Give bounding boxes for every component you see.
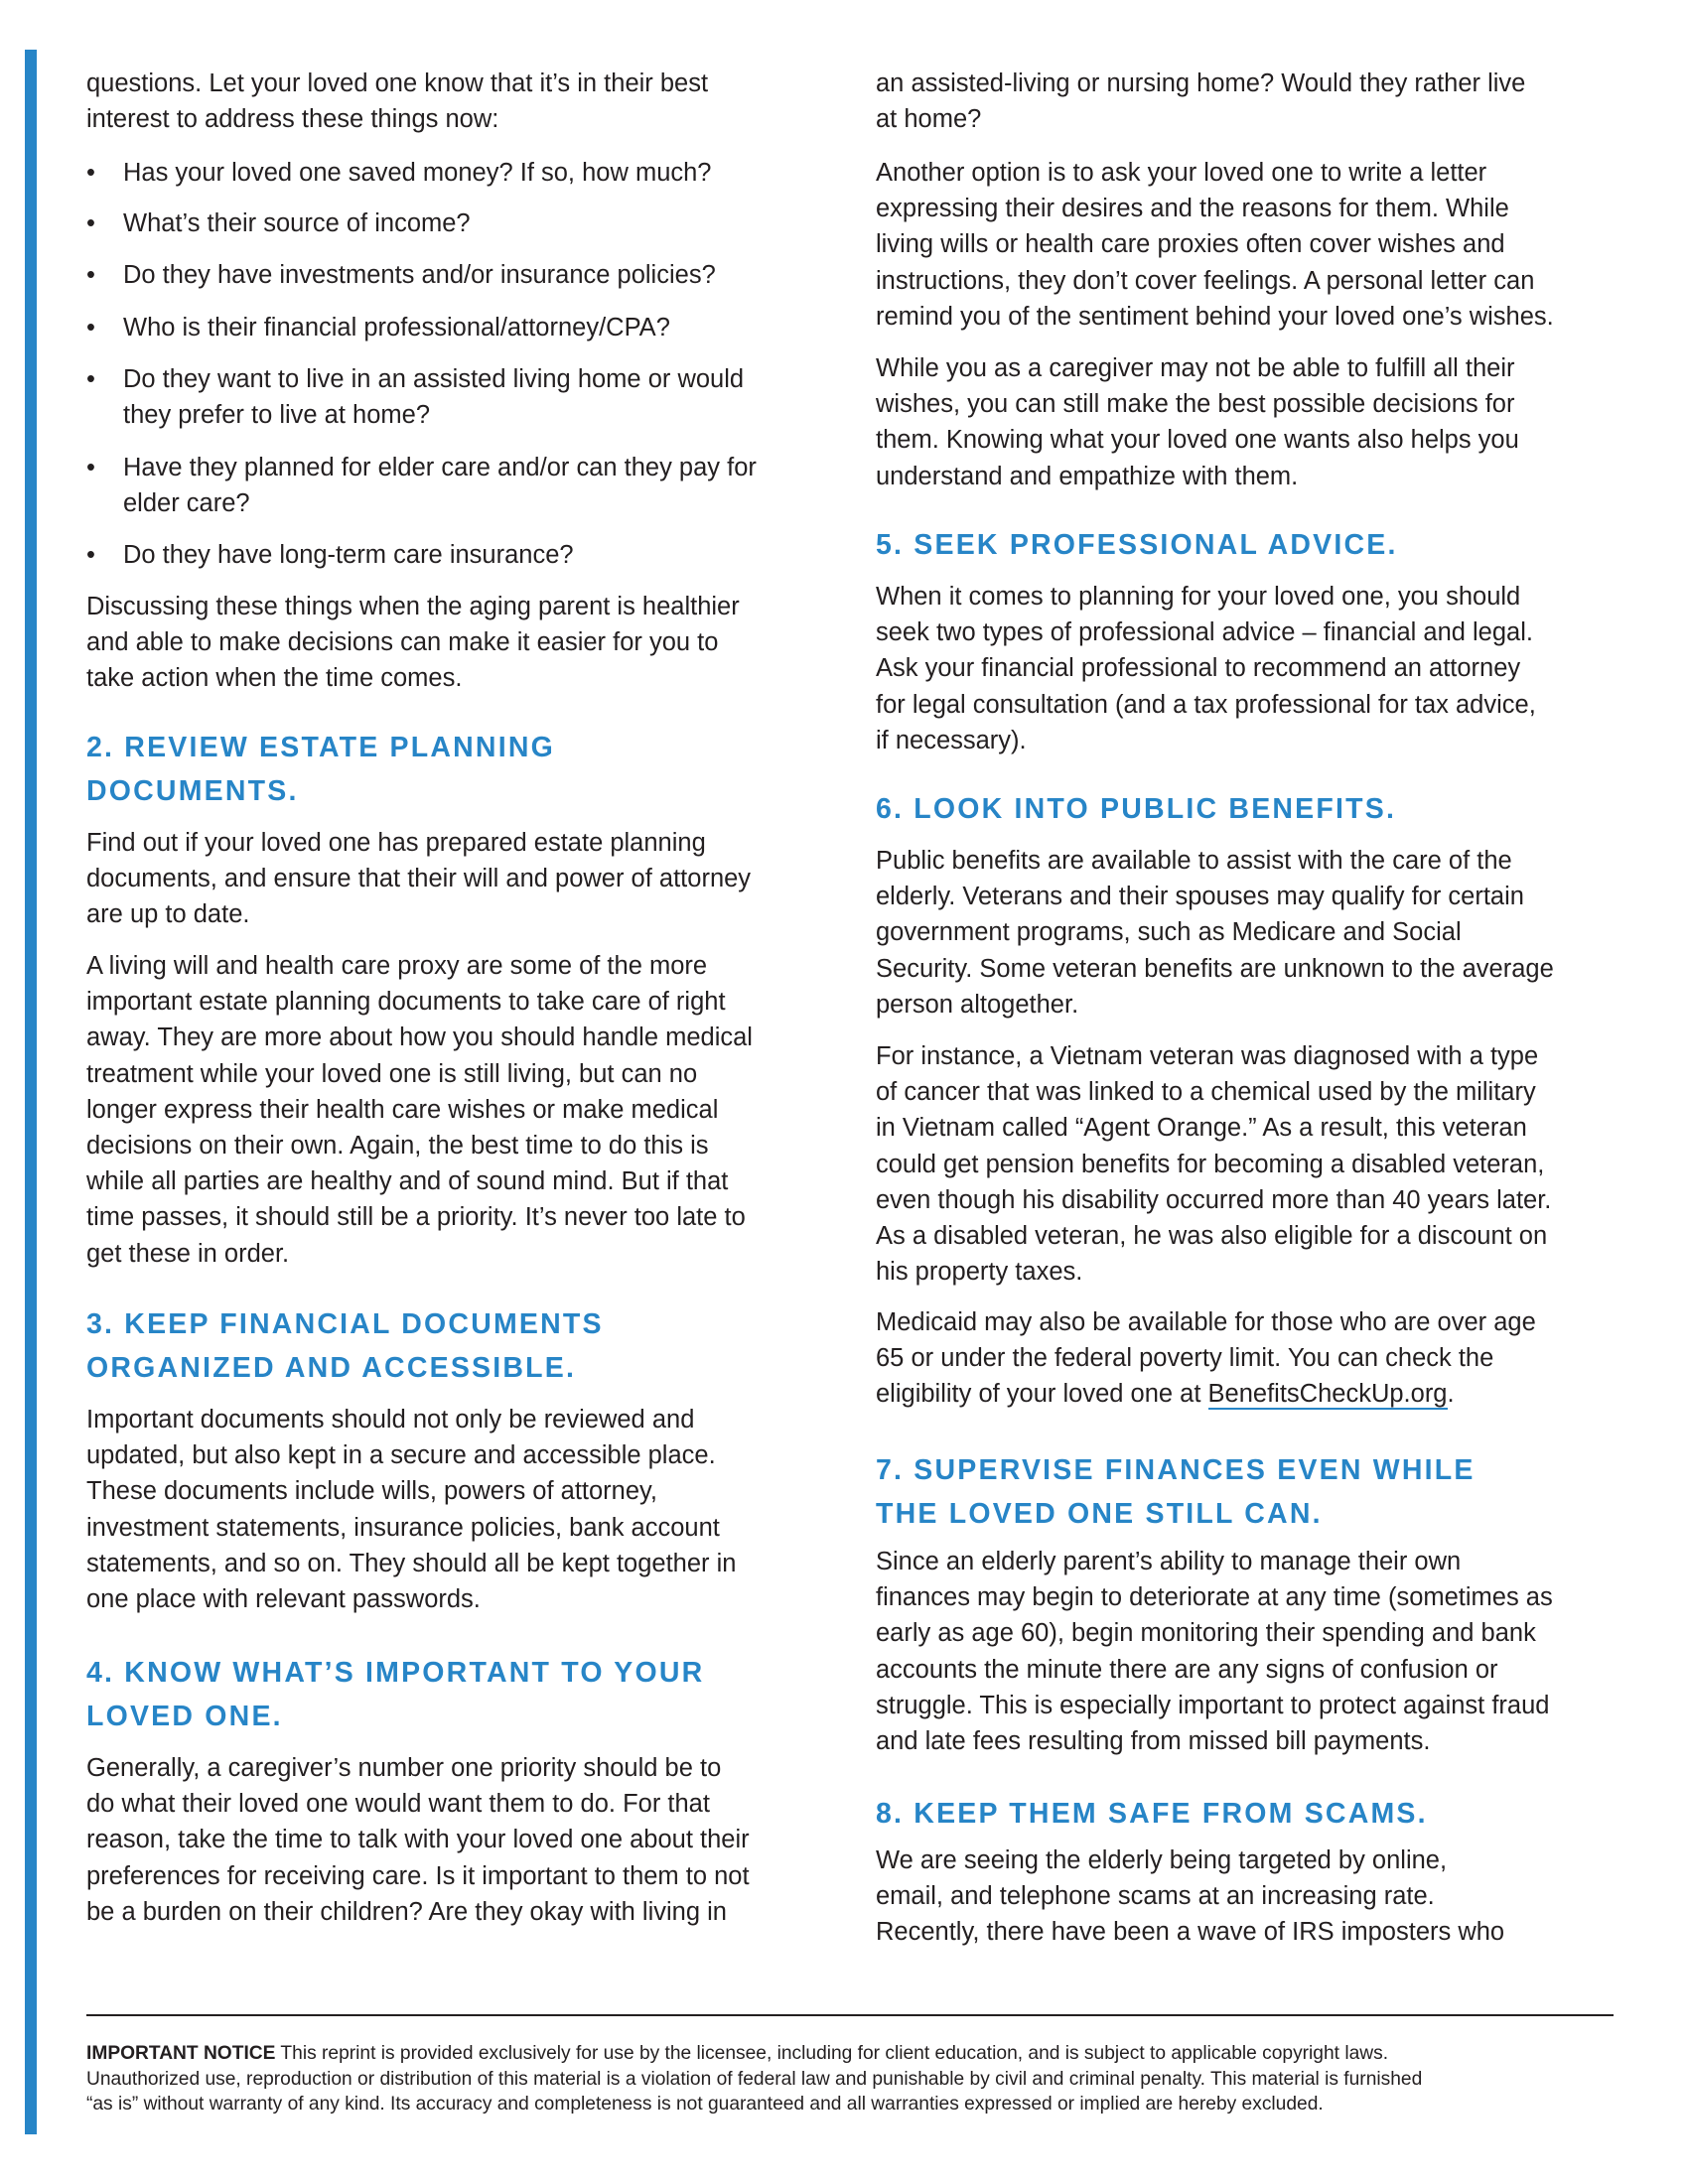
text-line: get these in order.	[86, 1239, 290, 1268]
text-line: 8. KEEP THEM SAFE FROM SCAMS.	[876, 1798, 1428, 1830]
important-notice	[86, 2041, 1422, 2117]
text-line: of cancer that was linked to a chemical used by the military	[876, 1078, 1536, 1107]
text-line: Do they want to live in an assisted living home or would	[123, 365, 745, 393]
accent-bar	[25, 50, 37, 2134]
text-line: Who is their financial professional/attorney/CPA?	[123, 314, 670, 341]
text-line: and able to make decisions can make it easier for you to	[86, 628, 719, 657]
section-6-paragraph-1	[876, 843, 1616, 1023]
text-line: DOCUMENTS.	[86, 775, 299, 807]
text-line: questions. Let your loved one know that it’s in their best	[86, 69, 709, 97]
text-line: 7. SUPERVISE FINANCES EVEN WHILE	[876, 1454, 1476, 1486]
text-line: Recently, there have been a wave of IRS imposters who	[876, 1918, 1505, 1947]
text-line: while all parties are healthy and of sound mind. But if that	[86, 1167, 729, 1196]
text-line: When it comes to planning for your loved one, you should	[876, 583, 1521, 611]
text-line: documents, and ensure that their will and power of attorney	[86, 865, 752, 893]
section-2-paragraph-2	[86, 948, 826, 1272]
section-8-heading	[876, 1792, 1616, 1836]
text-line: an assisted-living or nursing home? Would they rather live	[876, 69, 1526, 97]
text-line: preferences for receiving care. Is it important to them to not	[86, 1861, 750, 1890]
text-line: Important documents should not only be reviewed and	[86, 1406, 695, 1433]
text-line: accounts the minute there are any signs of confusion or	[876, 1655, 1498, 1684]
intro-paragraph	[86, 66, 826, 137]
text-line: longer express their health care wishes or make medical	[86, 1095, 719, 1124]
text-line: instructions, they don’t cover feelings. A personal letter can	[876, 266, 1535, 295]
text-line: LOVED ONE.	[86, 1701, 283, 1732]
text-line: Generally, a caregiver’s number one priority should be to	[86, 1754, 722, 1782]
text-line: his property taxes.	[876, 1258, 1083, 1287]
link-prefix-text: eligibility of your loved one at	[876, 1380, 1208, 1409]
text-line: investment statements, insurance policies, bank account	[86, 1513, 720, 1542]
bullet-text	[123, 537, 574, 573]
text-line: ORGANIZED AND ACCESSIBLE.	[86, 1352, 577, 1384]
text-line: at home?	[876, 105, 982, 134]
text-line: Medicaid may also be available for those who are over age	[876, 1308, 1536, 1336]
bullet-icon: •	[86, 159, 95, 187]
section-6-paragraph-3-last-line	[876, 1376, 1616, 1412]
text-line: email, and telephone scams at an increasing rate.	[876, 1882, 1435, 1911]
text-line: Find out if your loved one has prepared estate planning	[86, 829, 706, 857]
text-line: understand and empathize with them.	[876, 462, 1299, 490]
text-line: important estate planning documents to take care of right	[86, 988, 726, 1017]
text-line: Security. Some veteran benefits are unknown to the average	[876, 954, 1554, 983]
text-line: THE LOVED ONE STILL CAN.	[876, 1498, 1323, 1530]
text-line: Discussing these things when the aging parent is healthier	[86, 593, 740, 620]
text-line: seek two types of professional advice – financial and legal.	[876, 618, 1533, 647]
notice-label: IMPORTANT NOTICE	[86, 2043, 276, 2064]
bullet-text	[123, 450, 757, 521]
text-line: For instance, a Vietnam veteran was diagnosed with a type	[876, 1042, 1539, 1070]
text-line: living wills or health care proxies often cover wishes and	[876, 230, 1505, 259]
footer-divider	[86, 2014, 1614, 2016]
text-line: While you as a caregiver may not be able to fulfill all their	[876, 354, 1515, 382]
notice-line-2: Unauthorized use, reproduction or distribution of this material is a violation of federal law and punishable by civil and criminal penalty. This material is furnished	[86, 2068, 1423, 2090]
text-line: them. Knowing what your loved one wants also helps you	[876, 426, 1519, 455]
notice-line-1-text: This reprint is provided exclusively for use by the licensee, including for client education, and is subject to applicable copyright laws.	[275, 2043, 1389, 2064]
bullet-icon: •	[86, 454, 95, 481]
text-line: Since an elderly parent’s ability to manage their own	[876, 1548, 1462, 1575]
while-paragraph	[876, 350, 1616, 494]
text-line: reason, take the time to talk with your loved one about their	[86, 1826, 750, 1854]
section-5-heading	[876, 523, 1616, 567]
text-line: Has your loved one saved money? If so, how much?	[123, 159, 712, 187]
text-line: if necessary).	[876, 726, 1027, 754]
text-line: one place with relevant passwords.	[86, 1585, 481, 1614]
section-6-heading	[876, 787, 1616, 831]
text-line: finances may begin to deteriorate at any time (sometimes as	[876, 1583, 1553, 1612]
text-line: Another option is to ask your loved one to write a letter	[876, 159, 1487, 187]
bullet-text	[123, 205, 471, 241]
text-line: Do they have long-term care insurance?	[123, 541, 574, 569]
discussing-paragraph	[86, 589, 826, 697]
text-line: 5. SEEK PROFESSIONAL ADVICE.	[876, 529, 1398, 561]
text-line: are up to date.	[86, 900, 250, 929]
text-line: treatment while your loved one is still living, but can no	[86, 1059, 698, 1088]
section-7-paragraph	[876, 1544, 1616, 1759]
section-7-heading	[876, 1448, 1616, 1536]
bullet-icon: •	[86, 314, 95, 341]
text-line: could get pension benefits for becoming a disabled veteran,	[876, 1150, 1545, 1178]
text-line: wishes, you can still make the best possible decisions for	[876, 390, 1515, 419]
text-line: 6. LOOK INTO PUBLIC BENEFITS.	[876, 793, 1397, 825]
bullet-icon: •	[86, 261, 95, 289]
notice-line-1	[86, 2041, 1422, 2067]
section-6-paragraph-2	[876, 1038, 1616, 1290]
text-line: elderly. Veterans and their spouses may qualify for certain	[876, 883, 1524, 911]
text-line: government programs, such as Medicare and Social	[876, 918, 1462, 947]
text-line: remind you of the sentiment behind your loved one’s wishes.	[876, 302, 1554, 331]
text-line: Ask your financial professional to recommend an attorney	[876, 654, 1521, 683]
bullet-text	[123, 257, 716, 293]
text-line: 3. KEEP FINANCIAL DOCUMENTS	[86, 1308, 604, 1340]
text-line: updated, but also kept in a secure and accessible place.	[86, 1441, 716, 1470]
notice-line-3: “as is” without warranty of any kind. Its accuracy and completeness is not guaranteed and all warranties expressed or implied are hereby excluded.	[86, 2094, 1324, 2115]
text-line: away. They are more about how you should handle medical	[86, 1024, 753, 1052]
section-4-paragraph	[86, 1750, 826, 1930]
text-line: struggle. This is especially important to protect against fraud	[876, 1691, 1550, 1719]
bullet-icon: •	[86, 541, 95, 569]
text-line: statements, and so on. They should all be kept together in	[86, 1549, 737, 1577]
section-8-paragraph	[876, 1843, 1616, 1951]
text-line: Public benefits are available to assist with the care of the	[876, 847, 1512, 875]
text-line: 2. REVIEW ESTATE PLANNING	[86, 732, 555, 763]
text-line: decisions on their own. Again, the best time to do this is	[86, 1132, 709, 1160]
text-line: be a burden on their children? Are they okay with living in	[86, 1897, 727, 1926]
section-6-paragraph-3	[876, 1304, 1616, 1413]
text-line: time passes, it should still be a priority. It’s never too late to	[86, 1203, 746, 1232]
text-line: take action when the time comes.	[86, 664, 463, 693]
text-line: even though his disability occurred more than 40 years later.	[876, 1185, 1552, 1214]
text-line: interest to address these things now:	[86, 105, 499, 134]
bullet-icon: •	[86, 209, 95, 237]
text-line: expressing their desires and the reasons for them. While	[876, 195, 1509, 223]
text-line: elder care?	[123, 489, 250, 518]
text-line: A living will and health care proxy are some of the more	[86, 952, 708, 980]
benefits-checkup-link[interactable]: BenefitsCheckUp.org	[1207, 1380, 1448, 1409]
text-line: early as age 60), begin monitoring their spending and bank	[876, 1619, 1536, 1648]
text-line: 65 or under the federal poverty limit. You can check the	[876, 1344, 1494, 1373]
text-line: and late fees resulting from missed bill payments.	[876, 1727, 1431, 1756]
text-line: do what their loved one would want them to do. For that	[86, 1790, 710, 1819]
bullet-icon: •	[86, 365, 95, 393]
bullet-text	[123, 310, 670, 345]
text-line: What’s their source of income?	[123, 209, 471, 237]
section-3-paragraph	[86, 1402, 826, 1617]
continued-paragraph	[876, 66, 1616, 137]
text-line: they prefer to live at home?	[123, 401, 431, 430]
text-line: person altogether.	[876, 990, 1079, 1019]
link-suffix-text: .	[1447, 1380, 1455, 1409]
section-3-heading	[86, 1302, 826, 1390]
text-line: We are seeing the elderly being targeted by online,	[876, 1846, 1448, 1874]
section-2-paragraph-1	[86, 825, 826, 933]
text-line: Do they have investments and/or insurance policies?	[123, 261, 716, 289]
text-line: in Vietnam called “Agent Orange.” As a result, this veteran	[876, 1114, 1527, 1143]
text-line: 4. KNOW WHAT’S IMPORTANT TO YOUR	[86, 1657, 705, 1689]
section-2-heading	[86, 726, 826, 813]
bullet-text	[123, 155, 712, 191]
text-line: Have they planned for elder care and/or can they pay for	[123, 454, 757, 481]
text-line: for legal consultation (and a tax professional for tax advice,	[876, 690, 1536, 719]
section-6-paragraph-3-lines	[876, 1304, 1616, 1376]
text-line: As a disabled veteran, he was also eligible for a discount on	[876, 1222, 1548, 1251]
section-5-paragraph	[876, 579, 1616, 758]
section-4-heading	[86, 1651, 826, 1738]
bullet-text	[123, 361, 744, 433]
text-line: These documents include wills, powers of attorney,	[86, 1477, 657, 1506]
letter-paragraph	[876, 155, 1616, 335]
